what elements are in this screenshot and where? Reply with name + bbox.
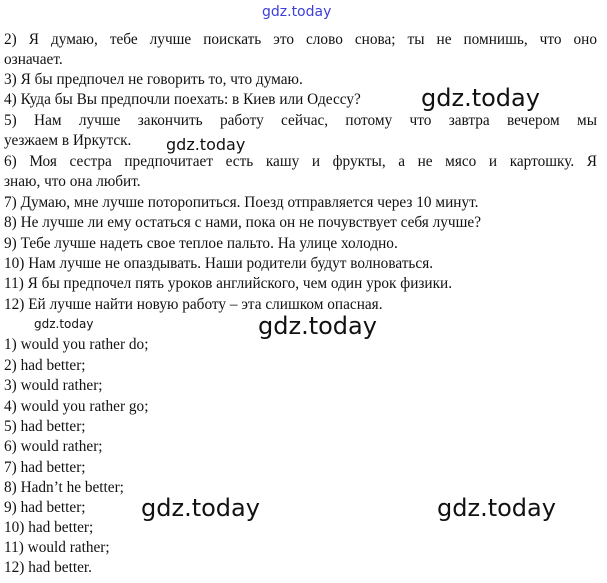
answer-line: 12) had better. (4, 559, 92, 576)
russian-line: знаю, что она любит. (4, 173, 141, 190)
watermark: gdz.today (258, 312, 377, 340)
russian-line: 11) Я бы предпочел пять уроков английского, чем один урок физики. (4, 275, 453, 292)
answer-line: 1) would you rather do; (4, 336, 149, 353)
russian-line: уезжаем в Иркутск. (4, 132, 132, 149)
watermark: gdz.today (166, 135, 246, 154)
watermark: gdz.today (262, 4, 332, 20)
russian-line: 12) Ей лучше найти новую работу – эта слишком опасная. (4, 296, 383, 313)
watermark: gdz.today (421, 84, 540, 112)
answer-line: 9) had better; (4, 499, 86, 516)
answer-line: 7) had better; (4, 459, 86, 476)
answer-line: 6) would rather; (4, 438, 103, 455)
russian-line: 8) Не лучше ли ему остаться с нами, пока он не почувствует себя лучше? (4, 214, 481, 231)
answer-line: 4) would you rather go; (4, 398, 149, 415)
russian-line: 5) Нам лучше закончить работу сейчас, потому что завтра вечером мы (4, 112, 597, 129)
answer-line: 10) had better; (4, 519, 94, 536)
russian-line: 7) Думаю, мне лучше поторопиться. Поезд отправляется через 10 минут. (4, 194, 479, 211)
watermark: gdz.today (437, 494, 556, 522)
answer-line: 2) had better; (4, 357, 86, 374)
russian-line: 3) Я бы предпочел не говорить то, что думаю. (4, 71, 303, 88)
answer-line: 8) Hadn’t he better; (4, 479, 124, 496)
answer-line: 3) would rather; (4, 377, 103, 394)
russian-line: 9) Тебе лучше надеть свое теплое пальто. На улице холодно. (4, 235, 398, 252)
russian-line: 10) Нам лучше не опаздывать. Наши родители будут волноваться. (4, 255, 434, 272)
watermark: gdz.today (141, 494, 260, 522)
russian-line: 4) Куда бы Вы предпочли поехать: в Киев или Одессу? (4, 91, 361, 108)
answer-line: 5) had better; (4, 418, 86, 435)
answer-line: 11) would rather; (4, 539, 110, 556)
russian-line: означает. (4, 51, 63, 68)
russian-line: 2) Я думаю, тебе лучше поискать это слово снова; ты не помнишь, что оно (4, 31, 597, 48)
russian-line: 6) Моя сестра предпочитает есть кашу и фрукты, а не мясо и картошку. Я (4, 153, 597, 170)
watermark: gdz.today (34, 317, 94, 331)
